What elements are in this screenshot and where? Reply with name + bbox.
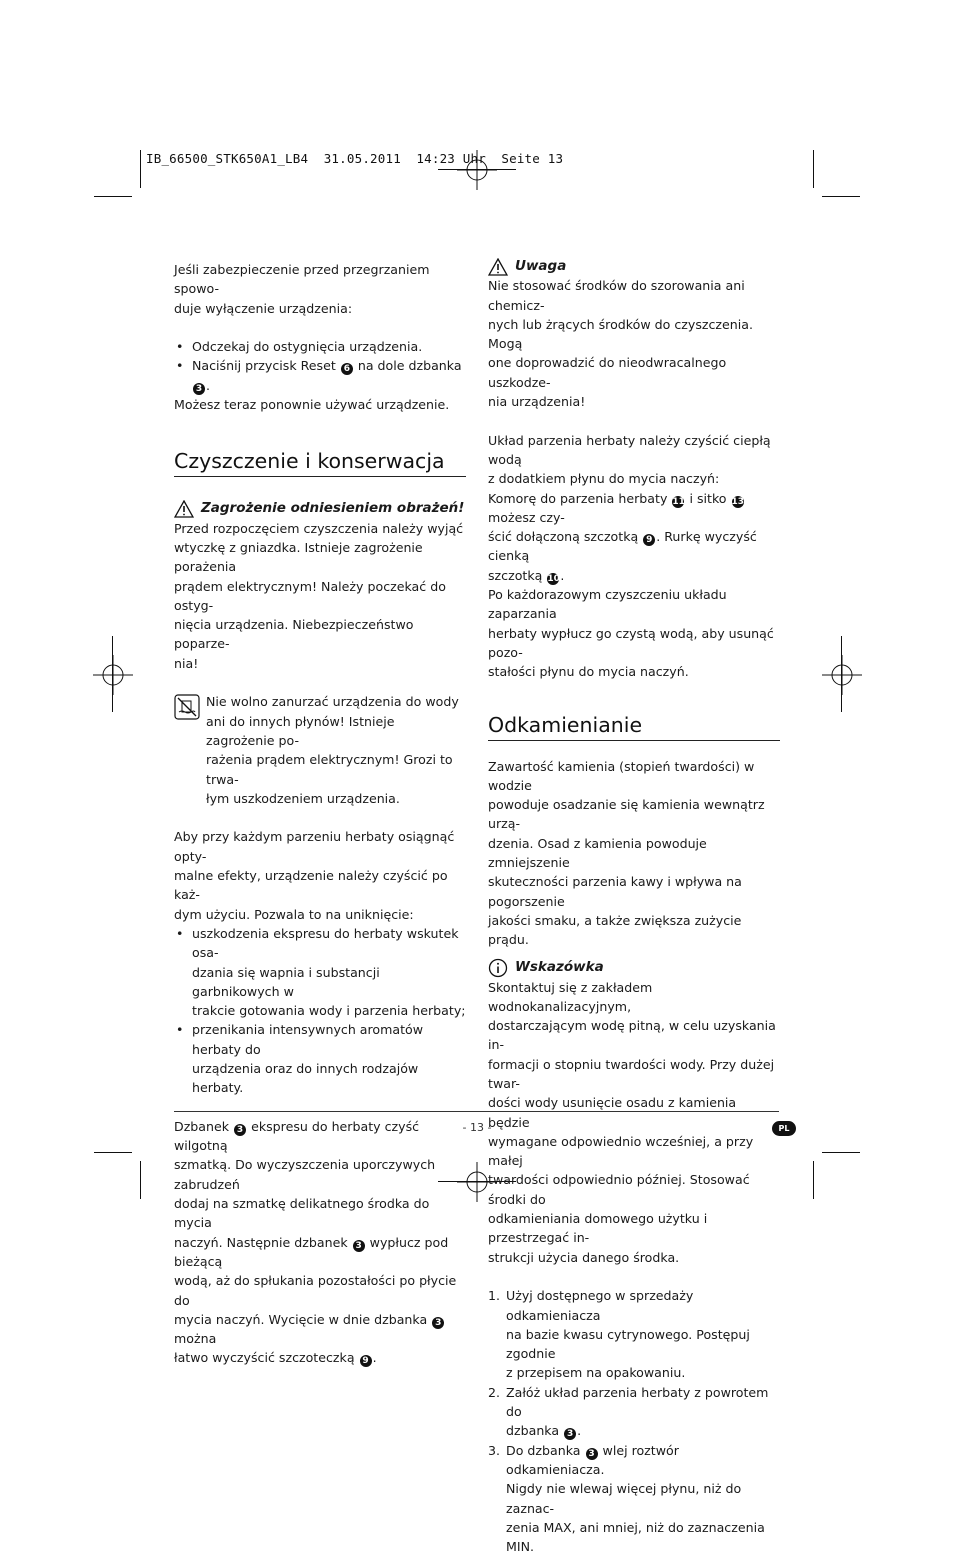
intro-line: Jeśli zabezpieczenie przed przegrzaniem spowo- bbox=[174, 262, 430, 297]
list-item: 2. Załóż układ parzenia herbaty z powrotem do dzbanka 3 . bbox=[488, 1384, 769, 1440]
body-text: dości wody usunięcie osadu z kamienia będzie bbox=[488, 1095, 737, 1130]
body-text: wymagane odpowiednio wcześniej, a przy małej bbox=[488, 1133, 754, 1169]
body-text: ścić dołączoną szczotką 9 . Rurkę wyczyść cienką bbox=[488, 529, 757, 564]
body-text: Możesz teraz ponownie używać urządzenie. bbox=[174, 397, 450, 413]
body-text: dym użyciu. Pozwala to na uniknięcie: bbox=[174, 906, 414, 922]
body-text: stałości płynu do mycia naczyń. bbox=[488, 664, 689, 680]
body-text: Komorę do parzenia herbaty 11 i sitko 13 możesz czy- bbox=[488, 490, 745, 525]
part-number-badge: 3 bbox=[586, 1448, 598, 1460]
intro-line: duje wyłączenie urządzenia: bbox=[174, 300, 353, 316]
body-text: strukcji użycia danego środka. bbox=[488, 1249, 680, 1265]
body-text: nia! bbox=[174, 655, 199, 671]
body-text: ani do innych płynów! Istnieje zagrożenie po- bbox=[206, 713, 395, 748]
part-number-badge: 3 bbox=[564, 1428, 576, 1440]
hint-title: Wskazówka bbox=[488, 958, 780, 978]
body-text: jakości smaku, a także zwiększa zużycie prądu. bbox=[488, 912, 742, 948]
body-text: herbaty wypłucz go czystą wodą, aby usunąć pozo- bbox=[488, 625, 774, 660]
body-text: szczotką 10. bbox=[488, 567, 565, 584]
body-text: nięcia urządzenia. Niebezpieczeństwo poparze- bbox=[174, 617, 414, 652]
body-text: skuteczności parzenia kawy i wpływa na pogorszenie bbox=[488, 874, 742, 909]
part-number-badge: 6 bbox=[341, 363, 353, 375]
part-number-badge: 3 bbox=[353, 1240, 365, 1252]
body-text: dostarczającym wodę pitną, w celu uzyskania in- bbox=[488, 1018, 776, 1053]
body-text: powoduje osadzanie się kamienia wewnątrz urzą- bbox=[488, 797, 765, 832]
body-text: nych lub żrących środków do czyszczenia. Mogą bbox=[488, 316, 753, 352]
part-number-badge: 10 bbox=[547, 573, 560, 584]
info-icon bbox=[488, 958, 508, 978]
body-text: formacji o stopniu twardości wody. Przy dużej twar- bbox=[488, 1056, 775, 1091]
right-column bbox=[488, 257, 780, 1556]
list-item: • przenikania intensywnych aromatów herbaty do urządzenia oraz do innych rodzajów herbaty. bbox=[176, 1022, 424, 1096]
section-heading: Czyszczenie i konserwacja bbox=[174, 448, 466, 477]
body-text: naczyń. Następnie dzbanek 3 wypłucz pod bieżącą bbox=[174, 1234, 449, 1269]
body-text: odkamieniania domowego użytku i przestrzegać in- bbox=[488, 1211, 708, 1246]
part-number-badge: 3 bbox=[234, 1124, 246, 1136]
part-number-badge: 9 bbox=[360, 1355, 372, 1367]
body-text: dodaj na szmatkę delikatnego środka do mycia bbox=[174, 1196, 430, 1231]
page-number: - 13 - bbox=[462, 1121, 492, 1134]
body-text: Aby przy każdym parzeniu herbaty osiągnąć opty- bbox=[174, 829, 455, 864]
body-text: Dzbanek 3 ekspresu do herbaty czyść wilgotną bbox=[174, 1118, 420, 1154]
body-text: wtyczkę z gniazdka. Istnieje zagrożenie porażenia bbox=[174, 539, 423, 575]
body-text: Nie stosować środków do szorowania ani chemicz- bbox=[488, 278, 745, 313]
warning-triangle-icon bbox=[488, 258, 508, 276]
body-text: Przed rozpoczęciem czyszczenia należy wyjąć bbox=[174, 520, 464, 536]
body-text: Układ parzenia herbaty należy czyścić ciepłą wodą bbox=[488, 432, 771, 467]
list-item: 3. Do dzbanka 3 wlej roztwór odkamieniacza. Nigdy nie wlewaj więcej płynu, niż do zaznac- zenia MAX, ani mniej, niż do zaznaczenia MIN. bbox=[488, 1442, 765, 1555]
warning-triangle-icon bbox=[174, 500, 194, 518]
crop-line bbox=[841, 636, 842, 712]
part-number-badge: 3 bbox=[432, 1317, 444, 1329]
part-number-badge: 13 bbox=[731, 496, 745, 507]
no-submerge-block bbox=[174, 692, 466, 808]
body-text: rażenia prądem elektrycznym! Grozi to trwa- bbox=[206, 752, 453, 787]
left-column bbox=[174, 260, 466, 1368]
section-heading: Odkamienianie bbox=[488, 712, 780, 741]
crop-line bbox=[438, 169, 516, 170]
body-text: Skontaktuj się z zakładem wodnokanalizacyjnym, bbox=[488, 979, 653, 1014]
registration-mark-icon bbox=[822, 655, 862, 695]
body-text: mycia naczyń. Wycięcie w dnie dzbanka 3 można bbox=[174, 1310, 466, 1349]
body-text: dzenia. Osad z kamienia powoduje zmniejszenie bbox=[488, 835, 707, 871]
registration-mark-icon bbox=[93, 655, 133, 695]
part-number-badge: 3 bbox=[193, 383, 205, 395]
body-text: wodą, aż do spłukania pozostałości po płycie do bbox=[174, 1273, 457, 1308]
crop-line bbox=[112, 636, 113, 712]
body-text: prądem elektrycznym! Należy poczekać do ostyg- bbox=[174, 578, 446, 613]
body-text: łatwo wyczyścić szczoteczką 9 . bbox=[174, 1350, 377, 1367]
part-number-badge: 11 bbox=[672, 496, 685, 507]
body-text: nia urządzenia! bbox=[488, 394, 586, 410]
body-text: szmatką. Do wyczyszczenia uporczywych zabrudzeń bbox=[174, 1157, 436, 1192]
caution-title: Uwaga bbox=[488, 257, 780, 276]
danger-title: Zagrożenie odniesieniem obrażeń! bbox=[174, 499, 466, 518]
body-text: malne efekty, urządzenie należy czyścić po każ- bbox=[174, 868, 448, 903]
print-slug: IB_66500_STK650A1_LB4 31.05.2011 14:23 Uhr Seite 13 bbox=[146, 151, 564, 166]
no-submerge-icon bbox=[174, 694, 200, 720]
body-text: z dodatkiem płynu do mycia naczyń: bbox=[488, 471, 720, 487]
list-item: 1. Użyj dostępnego w sprzedaży odkamieniacza na bazie kwasu cytrynowego. Postępuj zgodnie z przepisem na opakowaniu. bbox=[488, 1288, 750, 1381]
body-text: Po każdorazowym czyszczeniu układu zaparzania bbox=[488, 587, 727, 622]
list-item: • Naciśnij przycisk Reset 6 na dole dzbanka 3 . bbox=[176, 358, 462, 394]
body-text: łym uszkodzeniem urządzenia. bbox=[206, 790, 400, 806]
list-item: • Odczekaj do ostygnięcia urządzenia. bbox=[176, 339, 423, 355]
body-text: Nie wolno zanurzać urządzenia do wody bbox=[206, 694, 459, 710]
language-badge: PL bbox=[772, 1121, 796, 1136]
part-number-badge: 9 bbox=[643, 534, 655, 546]
list-item: • uszkodzenia ekspresu do herbaty wskutek osa- dzania się wapnia i substancji garbnikowych w trakcie gotowania wody i parzenia herbaty; bbox=[176, 925, 466, 1019]
body-text: twardości odpowiednio później. Stosować środki do bbox=[488, 1172, 750, 1207]
footer-divider bbox=[174, 1111, 779, 1112]
body-text: one doprowadzić do nieodwracalnego uszkodze- bbox=[488, 355, 727, 390]
body-text: Zawartość kamienia (stopień twardości) w wodzie bbox=[488, 758, 755, 793]
